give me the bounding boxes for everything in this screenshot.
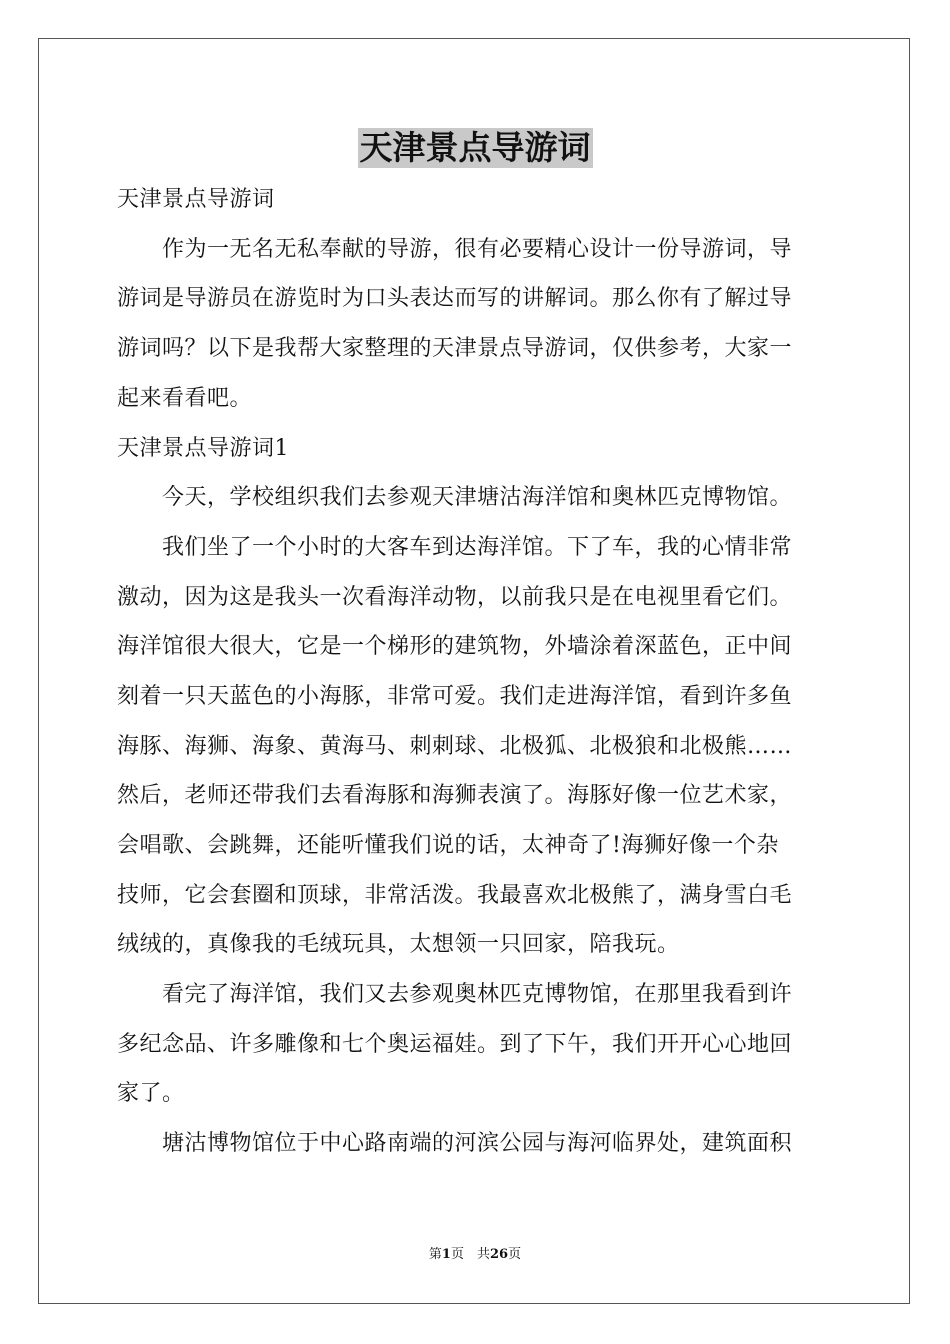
footer-current-page: 1	[441, 1247, 451, 1262]
paragraph-line: 起来看看吧。	[117, 386, 253, 411]
footer-page-mid: 页 共	[450, 1247, 490, 1262]
paragraph-line: 游词是导游员在游览时为口头表达而写的讲解词。那么你有了解过导	[117, 286, 793, 311]
paragraph-line: 游词吗？以下是我帮大家整理的天津景点导游词，仅供参考，大家一	[117, 336, 793, 361]
paragraph-line: 绒绒的，真像我的毛绒玩具，太想领一只回家，陪我玩。	[117, 932, 680, 957]
paragraph-line: 多纪念品、许多雕像和七个奥运福娃。到了下午，我们开开心心地回	[117, 1032, 793, 1057]
page-footer	[0, 1246, 950, 1264]
paragraph-line: 海洋馆很大很大，它是一个梯形的建筑物，外墙涂着深蓝色，正中间	[117, 634, 793, 659]
paragraph-line: 激动，因为这是我头一次看海洋动物，以前我只是在电视里看它们。	[117, 585, 793, 610]
section-heading: 天津景点导游词1	[117, 436, 289, 461]
paragraph-line: 看完了海洋馆，我们又去参观奥林匹克博物馆，在那里我看到许	[162, 982, 793, 1007]
paragraph-line: 会唱歌、会跳舞，还能听懂我们说的话，太神奇了!海狮好像一个杂	[117, 833, 779, 858]
page-border	[38, 38, 910, 1304]
footer-page-prefix: 第	[428, 1247, 442, 1262]
footer-page-suffix: 页	[508, 1247, 522, 1262]
paragraph-line: 刻着一只天蓝色的小海豚，非常可爱。我们走进海洋馆，看到许多鱼	[117, 684, 793, 709]
title-container	[0, 128, 950, 168]
paragraph-line: 海豚、海狮、海象、黄海马、刺刺球、北极狐、北极狼和北极熊……	[117, 734, 793, 759]
document-title: 天津景点导游词	[359, 128, 591, 167]
footer-total-pages: 26	[489, 1247, 509, 1262]
paragraph-line: 今天，学校组织我们去参观天津塘沽海洋馆和奥林匹克博物馆。	[162, 485, 793, 510]
paragraph-line: 作为一无名无私奉献的导游，很有必要精心设计一份导游词，导	[162, 237, 793, 262]
paragraph-line: 技师，它会套圈和顶球，非常活泼。我最喜欢北极熊了，满身雪白毛	[117, 883, 793, 908]
paragraph-line: 塘沽博物馆位于中心路南端的河滨公园与海河临界处，建筑面积	[162, 1131, 793, 1156]
paragraph-line: 我们坐了一个小时的大客车到达海洋馆。下了车，我的心情非常	[162, 535, 793, 560]
subtitle-line: 天津景点导游词	[117, 187, 275, 212]
paragraph-line: 家了。	[117, 1081, 185, 1106]
paragraph-line: 然后，老师还带我们去看海豚和海狮表演了。海豚好像一位艺术家，	[117, 783, 793, 808]
